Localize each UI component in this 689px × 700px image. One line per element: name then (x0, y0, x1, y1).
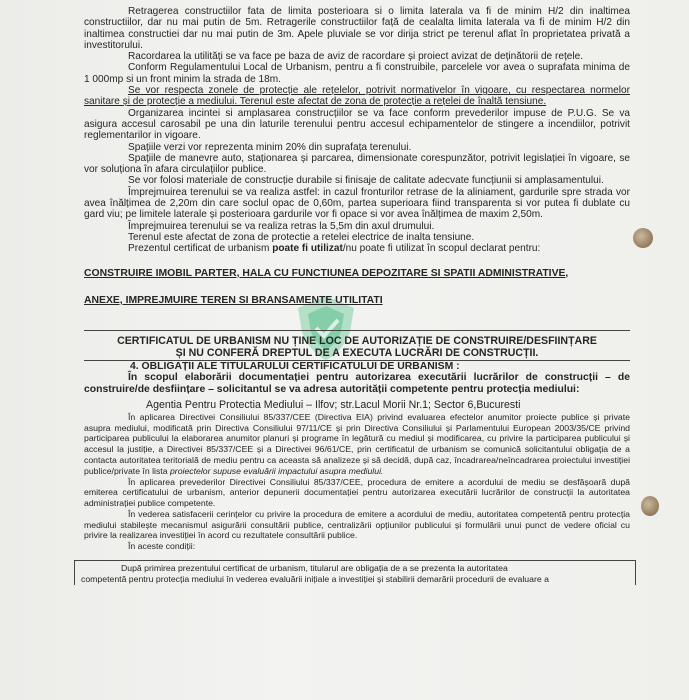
certificate-text (81, 6, 630, 585)
eia-directive-text: În aplicarea Directivei Consiliului 85/337/CEE (Directiva EIA) privind evaluarea efectelor anumitor proiecte publice și private asupra mediului, modificată prin Directiva Consiliului 97/11/CE și prin Directiva Consiliului și Parlamentului European 2003/35/CE privind participarea publicului la elaborarea anumitor planuri și programe în legătură cu mediul și modificarea, cu privire la participarea publicului și accesul la justiție, a Directivei 85/337/CEE și a Directivei 96/61/CE, prin certificatul de urbanism se comunică solicitantului obligația de a contacta autoritatea teritorială de mediu pentru ca aceasta să analizeze și să decidă, după caz, încadrarea/neîncadrarea proiectului investiției publice/private în lista (84, 411, 630, 476)
paragraph-setbacks: Retragerea constructiilor fata de limita posterioara si o limita laterala va fi de minim H/2 din inaltimea constructiilor, dar nu mai putin de 5m. Retragerile constructiilor față de cealalta limita laterala va fi de minim H/2 din inaltimea constructiei dar nu mai putin de 3m. Apele pluviale se vor dirija strict pe terenul aflat în proprietatea privată a investitorului. (84, 6, 630, 51)
paragraph-conditions: În aceste condiții: (128, 541, 196, 552)
box-line-2: competentă pentru protecția mediului în vederea evaluării inițiale a investiției și stabilirii demarării procedurii de evaluare a (81, 573, 549, 584)
paragraph-site-organization: Organizarea incintei si amplasarea construcțiilor se va face conform prevederilor impuse de P.U.G. Se va asigura accesul carosabil pe una din laturile terenului pentru accesul echipamentelor de stingere a incendiilor, potrivit reglementarilor in vigoare. (84, 107, 630, 142)
paragraph-protection-zones: Se vor respecta zonele de protecție ale rețelelor, potrivit normativelor în vigoare, cu respectarea normelor sanitare și de protecție a mediului. Terenul este afectat de zona de protecție a rețelei de înaltă tensiune. (84, 85, 630, 108)
punch-hole-top (633, 228, 653, 248)
paragraph-plot-size: Conform Regulamentului Local de Urbanism, pentru a fi construibile, parcelele vor avea o suprafata minima de 1 000mp si un front minim la strada de 18m. (84, 62, 630, 85)
notice-divider (84, 330, 630, 331)
declared-purpose-line-2: ANEXE, IMPREJMUIRE TEREN SI BRANSAMENTE UTILITATI (84, 294, 383, 306)
notice-line-2: ȘI NU CONFERĂ DREPTUL DE A EXECUTA LUCRĂRI DE CONSTRUCȚII. (84, 347, 630, 361)
paragraph-utilities: Racordarea la utilități se va face pe baza de aviz de racordare și proiect avizat de deținătorii de rețele. (128, 51, 584, 63)
paragraph-green-spaces: Spațiile verzi vor reprezenta minim 20% din suprafața terenului. (128, 141, 412, 153)
paragraph-high-voltage: Terenul este afectat de zona de protectie a retelei electrice de inalta tensiune. (128, 231, 475, 243)
usage-text-c: /nu poate fi utilizat în scopul declarat pentru: (342, 243, 541, 255)
notice-line-1: CERTIFICATUL DE URBANISM NU ȚINE LOC DE AUTORIZAȚIE DE CONSTRUIRE/DESFIINȚARE (117, 335, 597, 348)
usage-text-bold: poate fi utilizat (272, 243, 343, 255)
paragraph-parking: Spațiile de manevre auto, staționarea și parcarea, dimensionate corespunzător, potrivit legislației în vigoare, se vor soluționa în afara circulațiilor publice. (84, 152, 630, 176)
environment-agency: Agentia Pentru Protectia Mediului – Ilfov; str.Lacul Morii Nr.1; Sector 6,Bucuresti (146, 399, 521, 412)
paragraph-fence-setback: Împrejmuirea terenului se va realiza retras la 5,5m din axul drumului. (128, 220, 435, 232)
paragraph-eia-directive (84, 412, 630, 477)
box-line-1: După primirea prezentului certificat de urbanism, titularul are obligația de a se prezenta la autoritatea (121, 563, 508, 574)
section-4-title: 4. OBLIGAȚII ALE TITULARULUI CERTIFICATULUI DE URBANISM : (130, 361, 460, 373)
punch-hole-bottom (641, 496, 659, 516)
section-4-intro: În scopul elaborării documentației pentru autorizarea executării lucrărilor de construcții – de construire/de desființare – solicitantul se va adresa autorității competente pentru protecția mediului: (84, 372, 630, 396)
paragraph-public-consultation: În vederea satisfacerii cerințelor cu privire la procedura de emitere a acordului de mediu, autoritatea competentă pentru protecția mediului stabilește mecanismul asigurării consultării publice, centralizării opțiunilor publicului și formulării unui punct de vedere oficial cu privire la realizarea investiției în acord cu rezultatele consultării publice. (84, 508, 630, 541)
eia-directive-italic: proiectelor supuse evaluării impactului asupra mediului. (169, 465, 384, 476)
usage-text-a: Prezentul certificat de urbanism (128, 243, 273, 255)
obligation-box (74, 560, 636, 585)
paragraph-environment-procedure: În aplicarea prevederilor Directivei Consiliului 85/337/CEE, procedura de emitere a acordului de mediu se desfășoară după emiterea certificatului de urbanism, anterior depunerii documentației pentru autorizarea executării lucrărilor de construcții la autoritatea administrației publice competente. (84, 476, 630, 509)
declared-purpose-line-1: CONSTRUIRE IMOBIL PARTER, HALA CU FUNCTIUNEA DEPOZITARE SI SPATII ADMINISTRATIVE, (84, 267, 569, 279)
paragraph-materials: Se vor folosi materiale de construcție durabile si finisaje de calitate adecvate funcțiunii si amplasamentului. (128, 175, 604, 187)
paragraph-usage (84, 243, 630, 254)
paragraph-fencing: Împrejmuirea terenului se va realiza astfel: in cazul fronturilor retrase de la aliniament, gardurile spre strada vor avea înălțimea de 2,20m din care soclul opac de 0,60m, partea superioara fiind transparenta si vor putea fi dublate cu gard viu; pe limitele laterale și posterioara gardurile vor fi opace si vor avea înălțimea de maxim 2,50m. (84, 186, 630, 221)
